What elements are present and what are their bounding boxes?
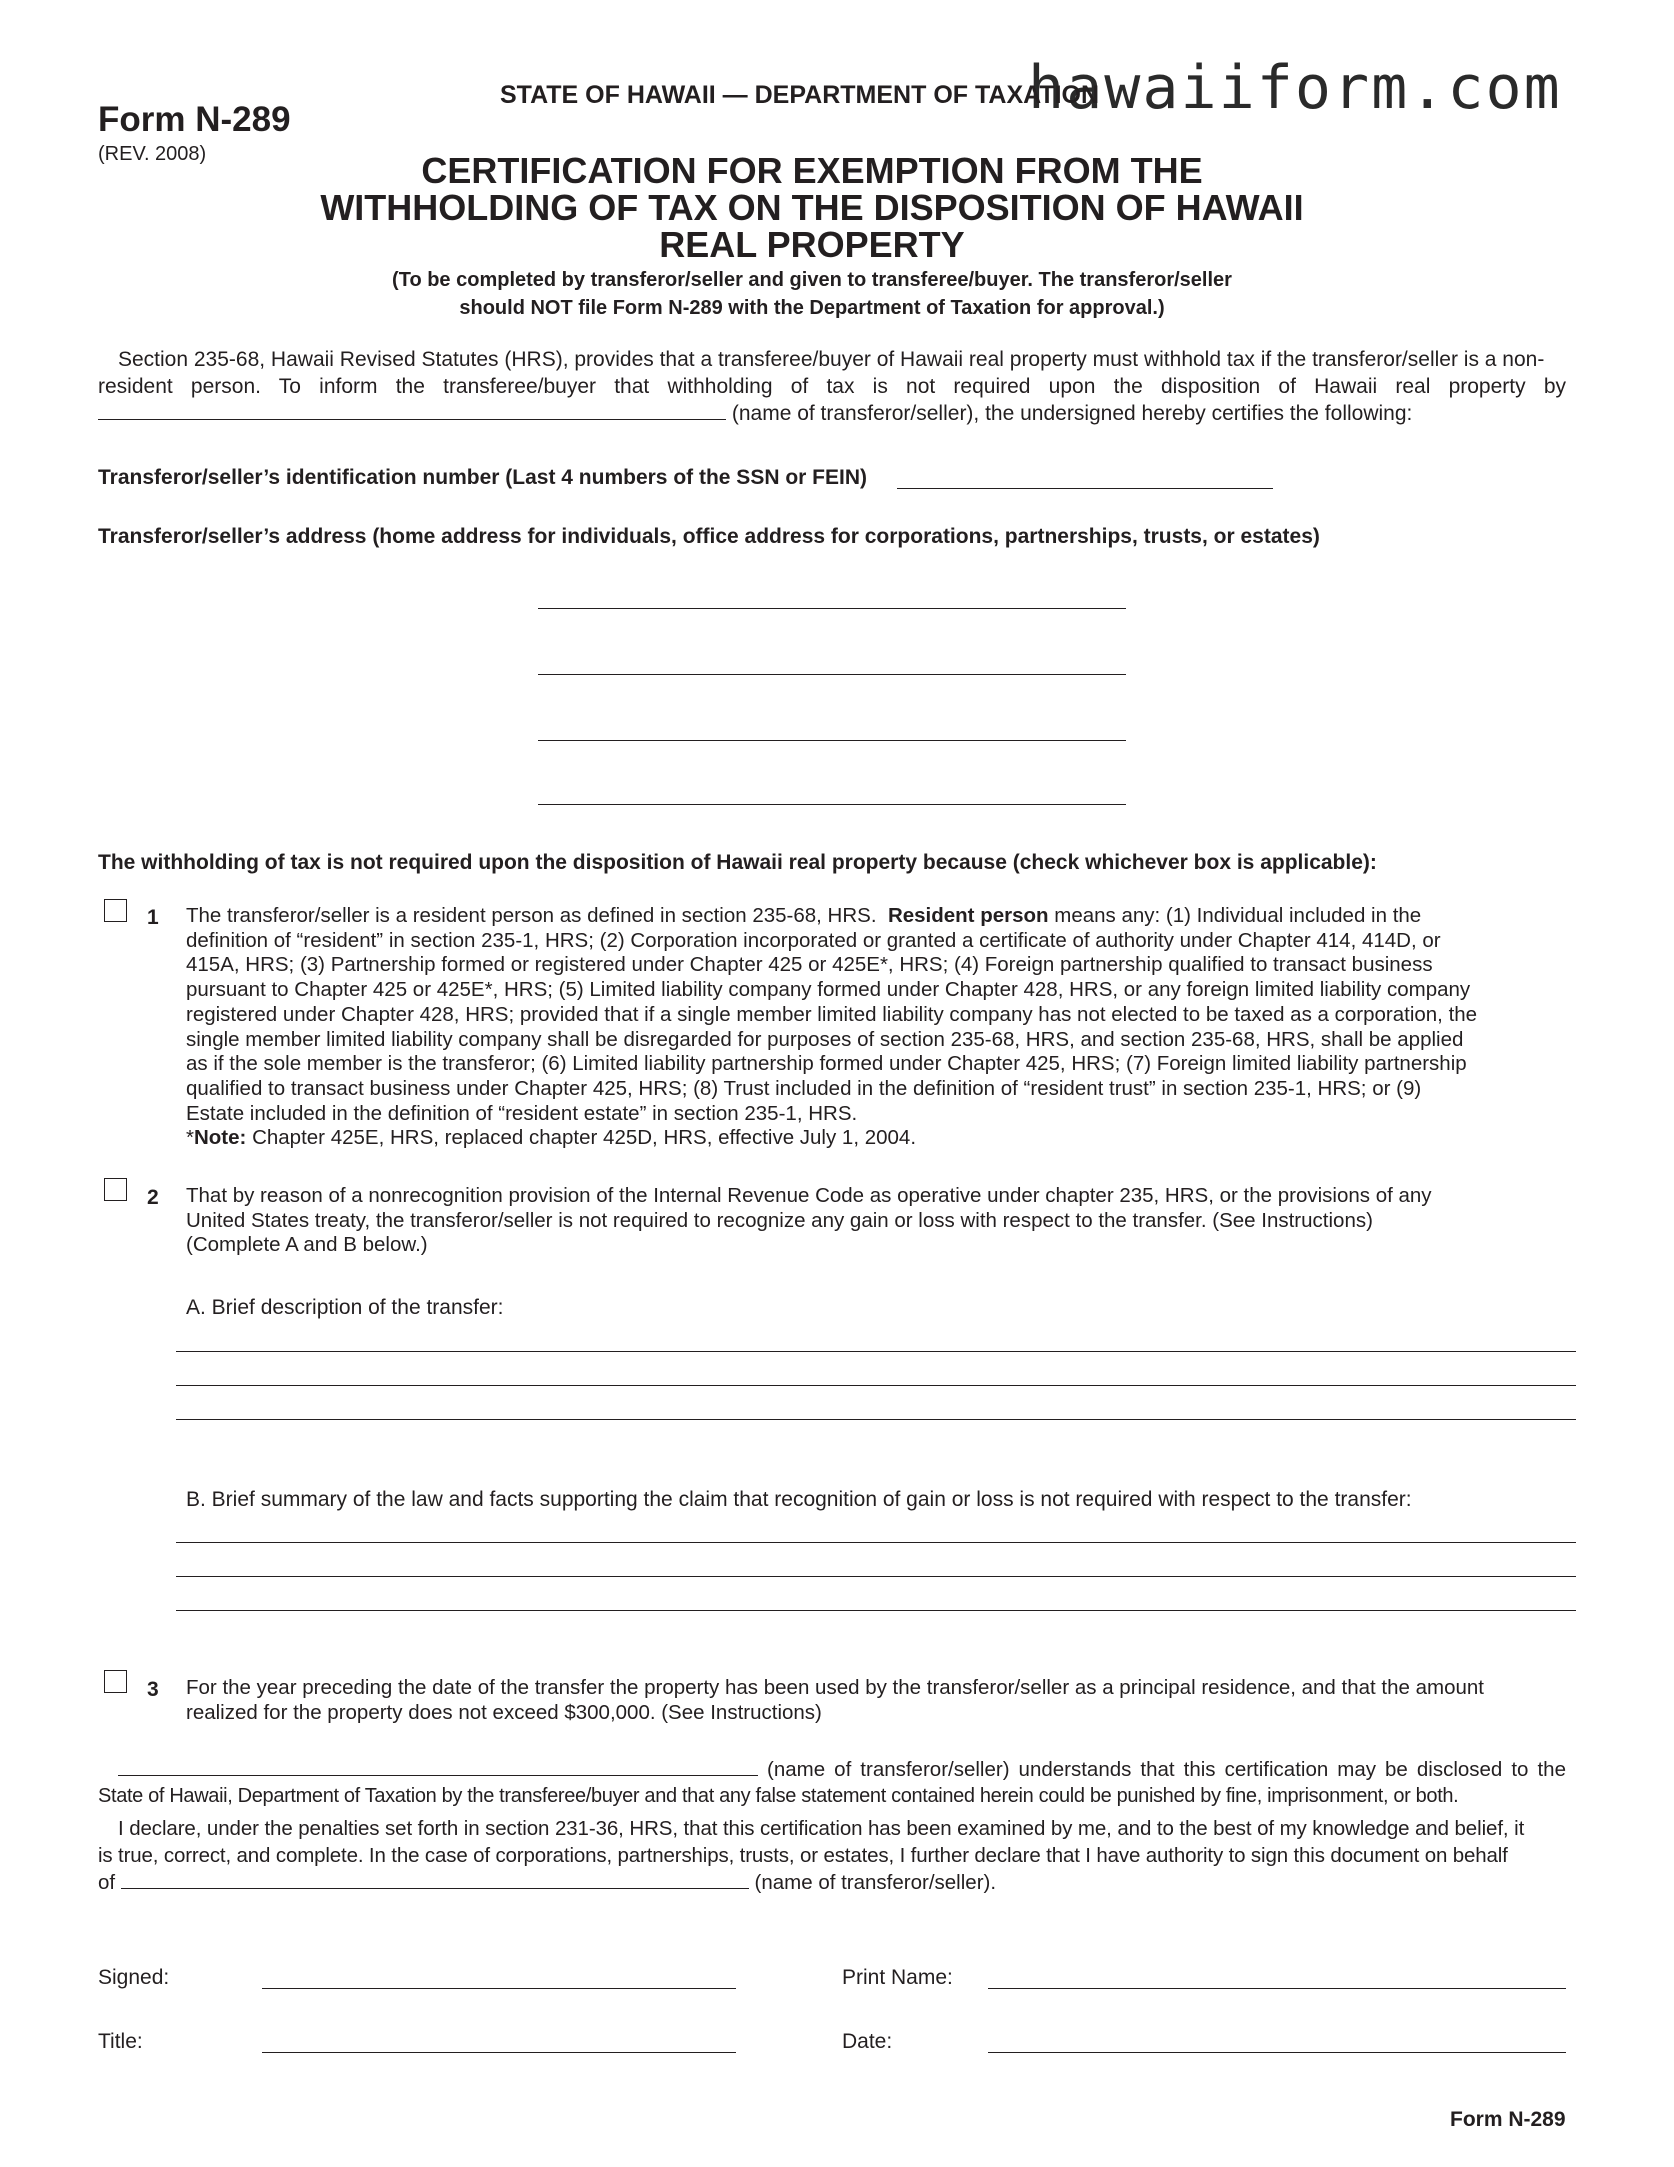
address-line-1[interactable] (538, 608, 1126, 609)
intro-line1: Section 235-68, Hawaii Revised Statutes (HRS), provides that a transferee/buyer of Hawaii real property must withhold tax if the transferor/seller is a non- (118, 348, 1545, 371)
resident-person-term: Resident person (887, 904, 1049, 927)
reason-2-text (186, 1184, 1576, 1258)
reason-2-sub-a: A. Brief description of the transfer: (186, 1296, 504, 1319)
declaration-p1-line2: State of Hawaii, Department of Taxation by the transferee/buyer and that any false statement contained herein could be punished by fine, imprisonment, or both. (98, 1785, 1459, 1807)
date-input[interactable] (988, 2052, 1566, 2053)
form-subtitle-line2: should NOT file Form N-289 with the Department of Taxation for approval.) (459, 297, 1165, 319)
intro-line3 (98, 400, 1566, 427)
form-title-line2: WITHHOLDING OF TAX ON THE DISPOSITION OF HAWAII (320, 187, 1304, 228)
address-line-3[interactable] (538, 740, 1126, 741)
declaration-paragraph-2 (98, 1815, 1566, 1896)
reason-1-line-0: The transferor/seller is a resident person as defined in section 235-68, HRS. Resident person means any: (1) Individual included in the (186, 904, 1422, 927)
intro-paragraph (98, 346, 1566, 427)
declaration-p2-line3: of (name of transferor/seller). (98, 1871, 997, 1894)
authority-name-input[interactable] (121, 1870, 749, 1889)
title-label: Title: (98, 2030, 143, 2053)
law-summary-line-3[interactable] (176, 1610, 1576, 1611)
reason-3-line-1: realized for the property does not exceed $300,000. (See Instructions) (186, 1700, 822, 1724)
checkbox-reason-1[interactable] (104, 899, 127, 922)
form-title-line3: REAL PROPERTY (659, 224, 965, 265)
reason-1-line-8: Estate included in the definition of “resident estate” in section 235-1, HRS. (186, 1101, 858, 1125)
reason-1-line-6: as if the sole member is the transferor; (6) Limited liability partnership formed under Chapter 425, HRS; (7) Foreign limited liability partnership (186, 1052, 1467, 1076)
intro-line3-text: (name of transferor/seller), the undersigned hereby certifies the following: (731, 402, 1413, 425)
declaration-p1-line1: (name of transferor/seller) understands that this certification may be disclosed to the (98, 1756, 1566, 1783)
address-line-2[interactable] (538, 674, 1126, 675)
address-line-4[interactable] (538, 804, 1126, 805)
intro-line2: resident person. To inform the transferee/buyer that withholding of tax is not required upon the disposition of Hawaii real property by (98, 375, 1566, 398)
reasons-heading: The withholding of tax is not required upon the disposition of Hawaii real property because (check whichever box is applicable): (98, 851, 1377, 874)
form-number: Form N-289 (98, 100, 291, 139)
declaration-p2-line1: I declare, under the penalties set forth in section 231-36, HRS, that this certification has been examined by me, and to the best of my knowledge and belief, it (118, 1817, 1525, 1840)
date-label: Date: (842, 2030, 893, 2053)
checkbox-reason-3[interactable] (104, 1670, 127, 1693)
form-revision: (REV. 2008) (98, 143, 207, 165)
footer-form-number: Form N-289 (1450, 2108, 1566, 2131)
reason-3-text (186, 1676, 1576, 1725)
reason-1-line-1: definition of “resident” in section 235-1, HRS; (2) Corporation incorporated or granted a certificate of authority under Chapter 414, 414D, or (186, 928, 1441, 952)
declaration-p2-line2: is true, correct, and complete. In the case of corporations, partnerships, trusts, or estates, I further declare that I have authority to sign this document on behalf (98, 1844, 1508, 1867)
reason-1-line-7: qualified to transact business under Chapter 425, HRS; (8) Trust included in the definition of “resident trust” in section 235-1, HRS; or (9) (186, 1076, 1422, 1100)
watermark: hawaiiform.com (1028, 53, 1562, 123)
reason-1-note: *Note: Chapter 425E, HRS, replaced chapter 425D, HRS, effective July 1, 2004. (186, 1126, 917, 1150)
signed-input[interactable] (262, 1988, 736, 1989)
transfer-description-line-2[interactable] (176, 1385, 1576, 1386)
form-title (0, 152, 1674, 263)
declaration-paragraph-1 (98, 1756, 1566, 1810)
reason-1-line-3: pursuant to Chapter 425 or 425E*, HRS; (5) Limited liability company formed under Chapter 428, HRS, or any foreign limited liability company (186, 978, 1471, 1002)
law-summary-line-1[interactable] (176, 1542, 1576, 1543)
signed-label: Signed: (98, 1966, 170, 1989)
form-subtitle (0, 266, 1674, 322)
reason-1-line-5: single member limited liability company shall be disregarded for purposes of section 235-68, HRS, and section 235-68, HRS, shall be applied (186, 1027, 1464, 1051)
reason-2-sub-b: B. Brief summary of the law and facts supporting the claim that recognition of gain or loss is not required with respect to the transfer: (186, 1488, 1412, 1511)
form-subtitle-line1: (To be completed by transferor/seller and given to transferee/buyer. The transferor/seller (392, 269, 1232, 291)
reason-3-line-0: For the year preceding the date of the transfer the property has been used by the transferor/seller as a principal residence, and that the amount (186, 1676, 1484, 1699)
id-number-label: Transferor/seller’s identification number (Last 4 numbers of the SSN or FEIN) (98, 466, 867, 489)
transfer-description-line-3[interactable] (176, 1419, 1576, 1420)
print-name-label: Print Name: (842, 1966, 953, 1989)
reason-2-number: 2 (147, 1186, 159, 1209)
address-label: Transferor/seller’s address (home address for individuals, office address for corporations, partnerships, trusts, or estates) (98, 525, 1320, 548)
reason-2-line-2: (Complete A and B below.) (186, 1233, 428, 1257)
department-heading: STATE OF HAWAII — DEPARTMENT OF TAXATION (500, 81, 1100, 109)
seller-name-input[interactable] (98, 401, 726, 420)
id-number-input[interactable] (897, 488, 1273, 489)
reason-1-text (186, 904, 1576, 1151)
print-name-input[interactable] (988, 1988, 1566, 1989)
reason-1-line-4: registered under Chapter 428, HRS; provided that if a single member limited liability company has not elected to be taxed as a corporation, the (186, 1002, 1478, 1026)
law-summary-line-2[interactable] (176, 1576, 1576, 1577)
reason-1-line-2: 415A, HRS; (3) Partnership formed or registered under Chapter 425 or 425E*, HRS; (4) Foreign partnership qualified to transact business (186, 953, 1433, 977)
reason-3-number: 3 (147, 1678, 159, 1701)
title-input[interactable] (262, 2052, 736, 2053)
transfer-description-line-1[interactable] (176, 1351, 1576, 1352)
reason-1-number: 1 (147, 906, 159, 929)
declaration-seller-name-input[interactable] (118, 1757, 758, 1776)
checkbox-reason-2[interactable] (104, 1178, 127, 1201)
reason-2-line-0: That by reason of a nonrecognition provision of the Internal Revenue Code as operative under chapter 235, HRS, or the provisions of any (186, 1184, 1432, 1207)
form-title-line1: CERTIFICATION FOR EXEMPTION FROM THE (421, 150, 1203, 191)
reason-2-line-1: United States treaty, the transferor/seller is not required to recognize any gain or loss with respect to the transfer. (See Instructions) (186, 1208, 1373, 1232)
